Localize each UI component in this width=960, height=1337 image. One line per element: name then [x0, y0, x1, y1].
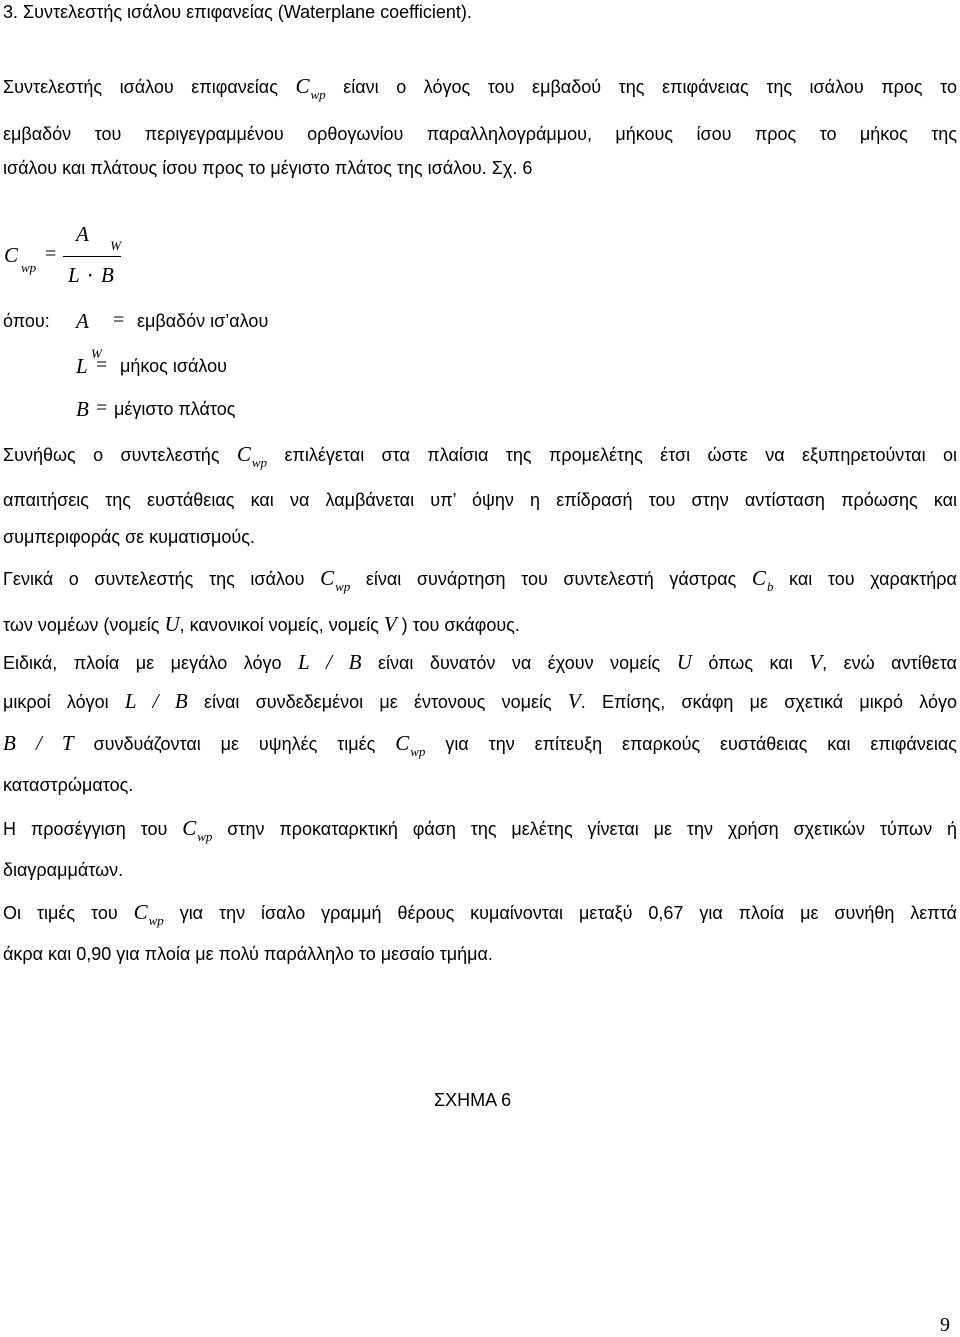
- paragraph-4-line-3: B / T συνδυάζονται με υψηλές τιμές $C_{wp}$ για την επίτευξη επαρκούς ευστάθειας και επιφάνειας: [3, 731, 957, 759]
- paragraph-2-line-1: Συνήθως ο συντελεστής $C_{wp}$ επιλέγεται στα πλαίσια της προμελέτης έτσι ώστε να εξυπηρετούνται οι: [3, 442, 957, 470]
- def-beam: μέγιστο πλάτος: [114, 399, 236, 419]
- paragraph-4-line-2: μικροί λόγοι L / B είναι συνδεδεμένοι με έντονους νομείς V. Επίσης, σκάφη με σχετικά μικρό λόγο: [3, 689, 957, 713]
- paragraph-1-line-2: εμβαδόν του περιγεγραμμένου ορθογωνίου παραλληλογράμμου, μήκους ίσου προς το μήκος της: [3, 124, 957, 144]
- page-number: 9: [940, 1314, 950, 1336]
- p1-text-b: είανι ο λόγος του εμβαδού της επιφάνειας της ισάλου προς το: [343, 77, 957, 97]
- paragraph-5-line-1: Η προσέγγιση του $C_{wp}$ στην προκαταρκτική φάση της μελέτης γίνεται με την χρήση σχετικών τύπων ή: [3, 816, 957, 844]
- paragraph-1-line-3: ισάλου και πλάτους ίσου προς το μέγιστο πλάτος της ισάλου. Σχ. 6: [3, 158, 533, 178]
- paragraph-3-line-1: Γενικά ο συντελεστής της ισάλου $C_{wp}$ είναι συνάρτηση του συντελεστή γάστρας $C_b$ και του χαρακτήρα: [3, 566, 957, 594]
- paragraph-2-line-2: απαιτήσεις της ευστάθειας και να λαμβάνεται υπ’ όψην η επίδρασή του στην αντίσταση πρόωσης και: [3, 490, 957, 510]
- paragraph-2-line-3: συμπεριφοράς σε κυματισμούς.: [3, 527, 255, 547]
- paragraph-6-line-1: Οι τιμές του $C_{wp}$ για την ίσαλο γραμμή θέρους κυμαίνονται μεταξύ 0,67 για πλοία με συνήθη λεπτά: [3, 900, 957, 928]
- definitions: όπου: A $_W$ = εμβαδόν ισ’αλου L = μήκος ισάλου B = μέγιστο πλάτος: [3, 309, 269, 421]
- paragraph-4-line-1: Ειδικά, πλοία με μεγάλο λόγο L / B είναι δυνατόν να έχουν νομείς U όπως και V, ενώ αντίθετα: [3, 650, 957, 674]
- paragraph-5-line-2: διαγραμμάτων.: [3, 860, 124, 880]
- def-area: εμβαδόν ισ’αλου: [137, 311, 269, 331]
- fraction-bar: [63, 256, 121, 257]
- paragraph-6-line-2: άκρα και 0,90 για πλοία με πολύ παράλληλο το μεσαίο τμήμα.: [3, 944, 493, 964]
- formula-waterplane-coefficient: C $_{wp}$ = A $_W$ L ⋅ B: [4, 222, 122, 287]
- cwp-symbol: $C_{wp}$: [295, 74, 326, 102]
- section-heading: 3. Συντελεστής ισάλου επιφανείας (Waterplane coefficient).: [3, 2, 472, 22]
- where-label: όπου:: [3, 311, 50, 331]
- paragraph-4-line-4: καταστρώματος.: [3, 775, 134, 795]
- paragraph-3-line-2: των νομέων (νομείς U, κανονικοί νομείς, νομείς V ) του σκάφους.: [3, 612, 520, 636]
- figure-label: ΣΧΗΜΑ 6: [434, 1090, 512, 1110]
- paragraph-1-line-1: [3, 74, 957, 102]
- def-length: μήκος ισάλου: [120, 356, 227, 376]
- p1-text-a: Συντελεστής ισάλου επιφανείας: [3, 77, 278, 97]
